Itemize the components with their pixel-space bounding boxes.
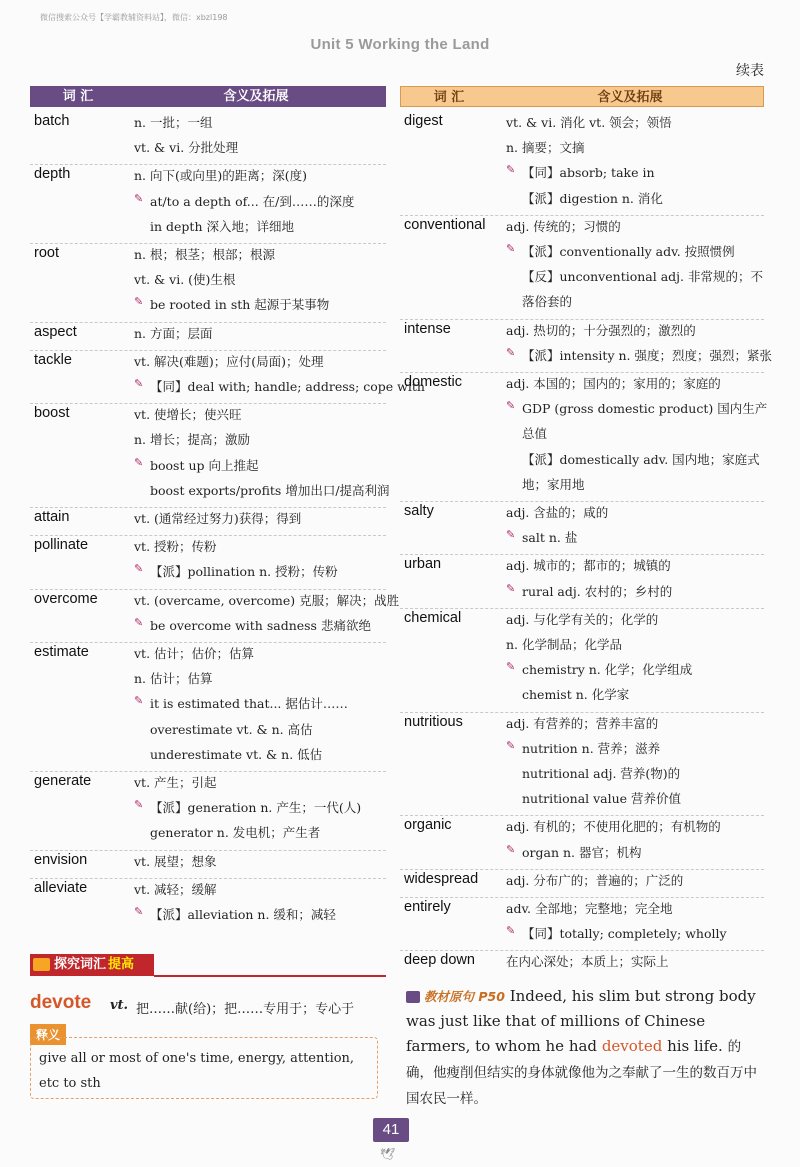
vocab-definition-line: n. 方面；层面 (134, 325, 213, 341)
sentence-en-after: his life. (662, 1037, 723, 1055)
page-number: 41 (373, 1118, 409, 1142)
row-separator (30, 878, 386, 879)
vocab-word: depth (34, 166, 71, 183)
vocab-definition-line: ✎ boost up 向上推起 (134, 456, 259, 474)
row-separator (400, 950, 764, 951)
vocab-word: pollinate (34, 537, 89, 554)
row-separator (400, 501, 764, 502)
vocab-definition-line: adj. 传统的；习惯的 (506, 218, 621, 234)
vocab-word: salty (404, 503, 434, 519)
devote-meaning: 把……献(给)；把……专用于；专心于 (136, 1002, 355, 1017)
vocab-word: organic (404, 817, 452, 834)
row-separator (400, 554, 764, 555)
vocab-definition-line: vt. 估计；估价；估算 (134, 646, 255, 661)
vocab-definition-line: ✎ be rooted in sth 起源于某事物 (134, 295, 329, 313)
devote-word: devote (30, 992, 92, 1013)
devote-pos: vt. (110, 998, 129, 1013)
vocab-definition-line: 【派】domestically adv. 国内地；家庭式 (522, 451, 760, 467)
explore-highlight: 提高 (108, 957, 135, 972)
unit-title: Unit 5 Working the Land (310, 36, 490, 53)
row-separator (30, 642, 386, 643)
vocab-definition-line: 【派】digestion n. 消化 (522, 190, 663, 206)
vocab-definition-line: ✎ 【同】totally; completely; wholly (506, 924, 727, 942)
vocab-definition-line: boost exports/profits 增加出口/提高利润 (150, 482, 390, 498)
row-separator (30, 403, 386, 404)
vocab-definition-line: adj. 热切的；十分强烈的；激烈的 (506, 322, 696, 338)
row-separator (400, 712, 764, 713)
header-meaning: 含义及拓展 (597, 90, 663, 105)
vocab-definition-line: ✎ 【派】conventionally adv. 按照惯例 (506, 242, 735, 260)
vocab-definition-line: vt. 产生；引起 (134, 775, 217, 790)
vocab-word: overcome (34, 590, 98, 607)
explore-label: 探究词汇 (54, 957, 107, 972)
vocab-word: tackle (34, 351, 72, 368)
vocab-definition-line: underestimate vt. & n. 低估 (150, 746, 323, 762)
vocab-definition-line: adj. 有机的；不使用化肥的；有机物的 (506, 819, 721, 835)
bird-icon: 🕊 (380, 1147, 396, 1161)
vocab-definition-line: ✎ 【派】pollination n. 授粉；传粉 (134, 562, 338, 580)
vocab-definition-line: ✎ nutrition n. 营养；滋养 (506, 739, 660, 757)
vocab-definition-line: 总值 (522, 426, 548, 442)
vocab-word: deep down (404, 952, 475, 969)
vocab-definition-line: vt. & vi. 消化 vt. 领会；领悟 (506, 115, 672, 130)
vocab-definition-line: in depth 深入地；详细地 (150, 218, 294, 234)
vocab-definition-line: adj. 与化学有关的；化学的 (506, 611, 659, 627)
vocab-definition-line: ✎ 【派】generation n. 产生；一代(人) (134, 798, 361, 816)
vocab-word: boost (34, 405, 70, 422)
vocab-definition-line: n. 向下(或向里)的距离；深(度) (134, 168, 308, 184)
vocab-definition-line: adj. 城市的；都市的；城镇的 (506, 558, 671, 574)
vocab-definition-line: nutritional adj. 营养(物)的 (522, 766, 681, 781)
vocab-definition-line: ✎ chemistry n. 化学；化学组成 (506, 660, 692, 678)
vocab-definition-line: n. 一批；一组 (134, 115, 213, 130)
watermark: 微信搜索公众号【学霸教辅资料站】，微信：xbzl198 (40, 13, 228, 22)
document-icon (406, 991, 420, 1003)
sentence-highlight: devoted (601, 1037, 663, 1055)
row-separator (400, 897, 764, 898)
vocab-word: aspect (34, 323, 77, 340)
vocab-word: envision (34, 851, 88, 868)
vocab-word: digest (404, 113, 443, 129)
vocab-definition-line: ✎ salt n. 盐 (506, 528, 577, 546)
row-separator (400, 869, 764, 870)
vocab-definition-line: ✎ GDP (gross domestic product) 国内生产 (506, 399, 767, 417)
vocab-definition-line: ✎ 【同】absorb; take in (506, 163, 655, 181)
vocab-definition-line: vt. (通常经过努力)获得；得到 (134, 511, 302, 526)
vocab-word: chemical (404, 609, 462, 626)
definition-box: give all or most of one's time, energy, attention, etc to sth (30, 1037, 378, 1099)
vocab-word: entirely (404, 899, 451, 915)
row-separator (30, 243, 386, 244)
vocab-definition-line: n. 化学制品；化学品 (506, 637, 622, 652)
book-icon (33, 958, 50, 971)
vocab-definition-line: vt. 展望；想象 (134, 853, 217, 869)
vocab-word: nutritious (404, 713, 463, 730)
vocab-definition-line: n. 估计；估算 (134, 671, 213, 687)
divider (154, 975, 386, 977)
vocab-definition-line: ✎ be overcome with sadness 悲痛欲绝 (134, 616, 371, 634)
vocab-definition-line: chemist n. 化学家 (522, 687, 630, 703)
row-separator (400, 372, 764, 373)
vocab-word: urban (404, 556, 442, 573)
row-separator (30, 507, 386, 508)
vocab-definition-line: ✎ rural adj. 农村的；乡村的 (506, 582, 672, 600)
vocab-table-right (400, 86, 772, 970)
header-meaning: 含义及拓展 (223, 89, 289, 104)
vocab-definition-line: adv. 全部地；完整地；完全地 (506, 901, 673, 916)
vocab-definition-line: vt. (overcame, overcome) 克服；解决；战胜 (134, 592, 400, 608)
vocab-word: alleviate (34, 879, 88, 896)
table-header (30, 86, 386, 107)
vocab-definition-line: overestimate vt. & n. 高估 (150, 721, 313, 737)
vocab-definition-line: vt. & vi. 分批处理 (134, 140, 239, 156)
row-separator (30, 350, 386, 351)
vocab-definition-line: ✎ it is estimated that... 据估计…… (134, 694, 348, 712)
vocab-definition-line: adj. 本国的；国内的；家用的；家庭的 (506, 376, 721, 391)
textbook-sentence (406, 984, 762, 1112)
vocab-definition-line: 在内心深处；本质上；实际上 (506, 954, 669, 970)
explore-vocab-banner (30, 954, 154, 976)
vocab-definition-line: ✎ 【同】deal with; handle; address; cope with (134, 377, 425, 395)
sentence-en-before: Indeed, his slim but strong body was just like that of millions of Chinese farmers, to whom he had (406, 987, 756, 1055)
vocab-definition-line: ✎ organ n. 器官；机构 (506, 843, 641, 861)
vocab-definition-line: ✎ 【派】alleviation n. 缓和；减轻 (134, 905, 336, 923)
vocab-definition-line: vt. & vi. (使)生根 (134, 272, 236, 288)
row-separator (30, 322, 386, 323)
vocab-word: root (34, 245, 59, 261)
sentence-zh: 的确，他瘦削但结实的身体就像他为之奉献了一生的数百万中国农民一样。 (406, 1039, 757, 1107)
table-header (400, 86, 764, 107)
vocab-word: generate (34, 773, 92, 789)
row-separator (30, 535, 386, 536)
vocab-definition-line: 落俗套的 (522, 294, 573, 310)
definition-label: 释义 (30, 1024, 66, 1045)
vocab-definition-line: adj. 分布广的；普遍的；广泛的 (506, 872, 684, 888)
vocab-definition-line: 【反】unconventional adj. 非常规的；不 (522, 269, 763, 285)
row-separator (30, 771, 386, 772)
vocab-word: estimate (34, 644, 89, 660)
vocab-definition-line: n. 增长；提高；激励 (134, 432, 250, 448)
vocab-definition-line: n. 根；根茎；根部；根源 (134, 247, 275, 262)
vocab-definition-line: generator n. 发电机；产生者 (150, 825, 321, 841)
vocab-definition-line: nutritional value 营养价值 (522, 791, 682, 807)
vocab-definition-line: ✎ 【派】intensity n. 强度；烈度；强烈；紧张 (506, 346, 772, 364)
row-separator (400, 215, 764, 216)
row-separator (400, 608, 764, 609)
vocab-definition-line: n. 摘要；文摘 (506, 140, 585, 156)
vocab-word: widespread (404, 870, 479, 887)
row-separator (400, 319, 764, 320)
vocab-definition-line: 地；家用地 (522, 476, 585, 492)
header-word: 词 汇 (433, 90, 465, 105)
vocab-word: intense (404, 320, 451, 337)
row-separator (30, 850, 386, 851)
row-separator (30, 164, 386, 165)
vocab-definition-line: adj. 含盐的；咸的 (506, 505, 609, 520)
header-word: 词 汇 (62, 89, 94, 104)
vocab-definition-line: vt. 授粉；传粉 (134, 539, 217, 555)
vocab-word: batch (34, 113, 70, 129)
row-separator (400, 815, 764, 816)
textbook-tag: 教材原句 P50 (424, 989, 505, 1004)
continued-label: 续表 (736, 63, 764, 79)
vocab-word: conventional (404, 216, 486, 233)
vocab-word: attain (34, 509, 70, 525)
row-separator (30, 589, 386, 590)
vocab-definition-line: vt. 减轻；缓解 (134, 881, 217, 897)
vocab-definition-line: vt. 使增长；使兴旺 (134, 407, 242, 423)
vocab-definition-line: adj. 有营养的；营养丰富的 (506, 715, 659, 731)
vocab-word: domestic (404, 374, 463, 390)
vocab-definition-line: vt. 解决(难题)；应付(局面)；处理 (134, 353, 324, 369)
vocab-definition-line: ✎ at/to a depth of... 在/到……的深度 (134, 192, 354, 210)
